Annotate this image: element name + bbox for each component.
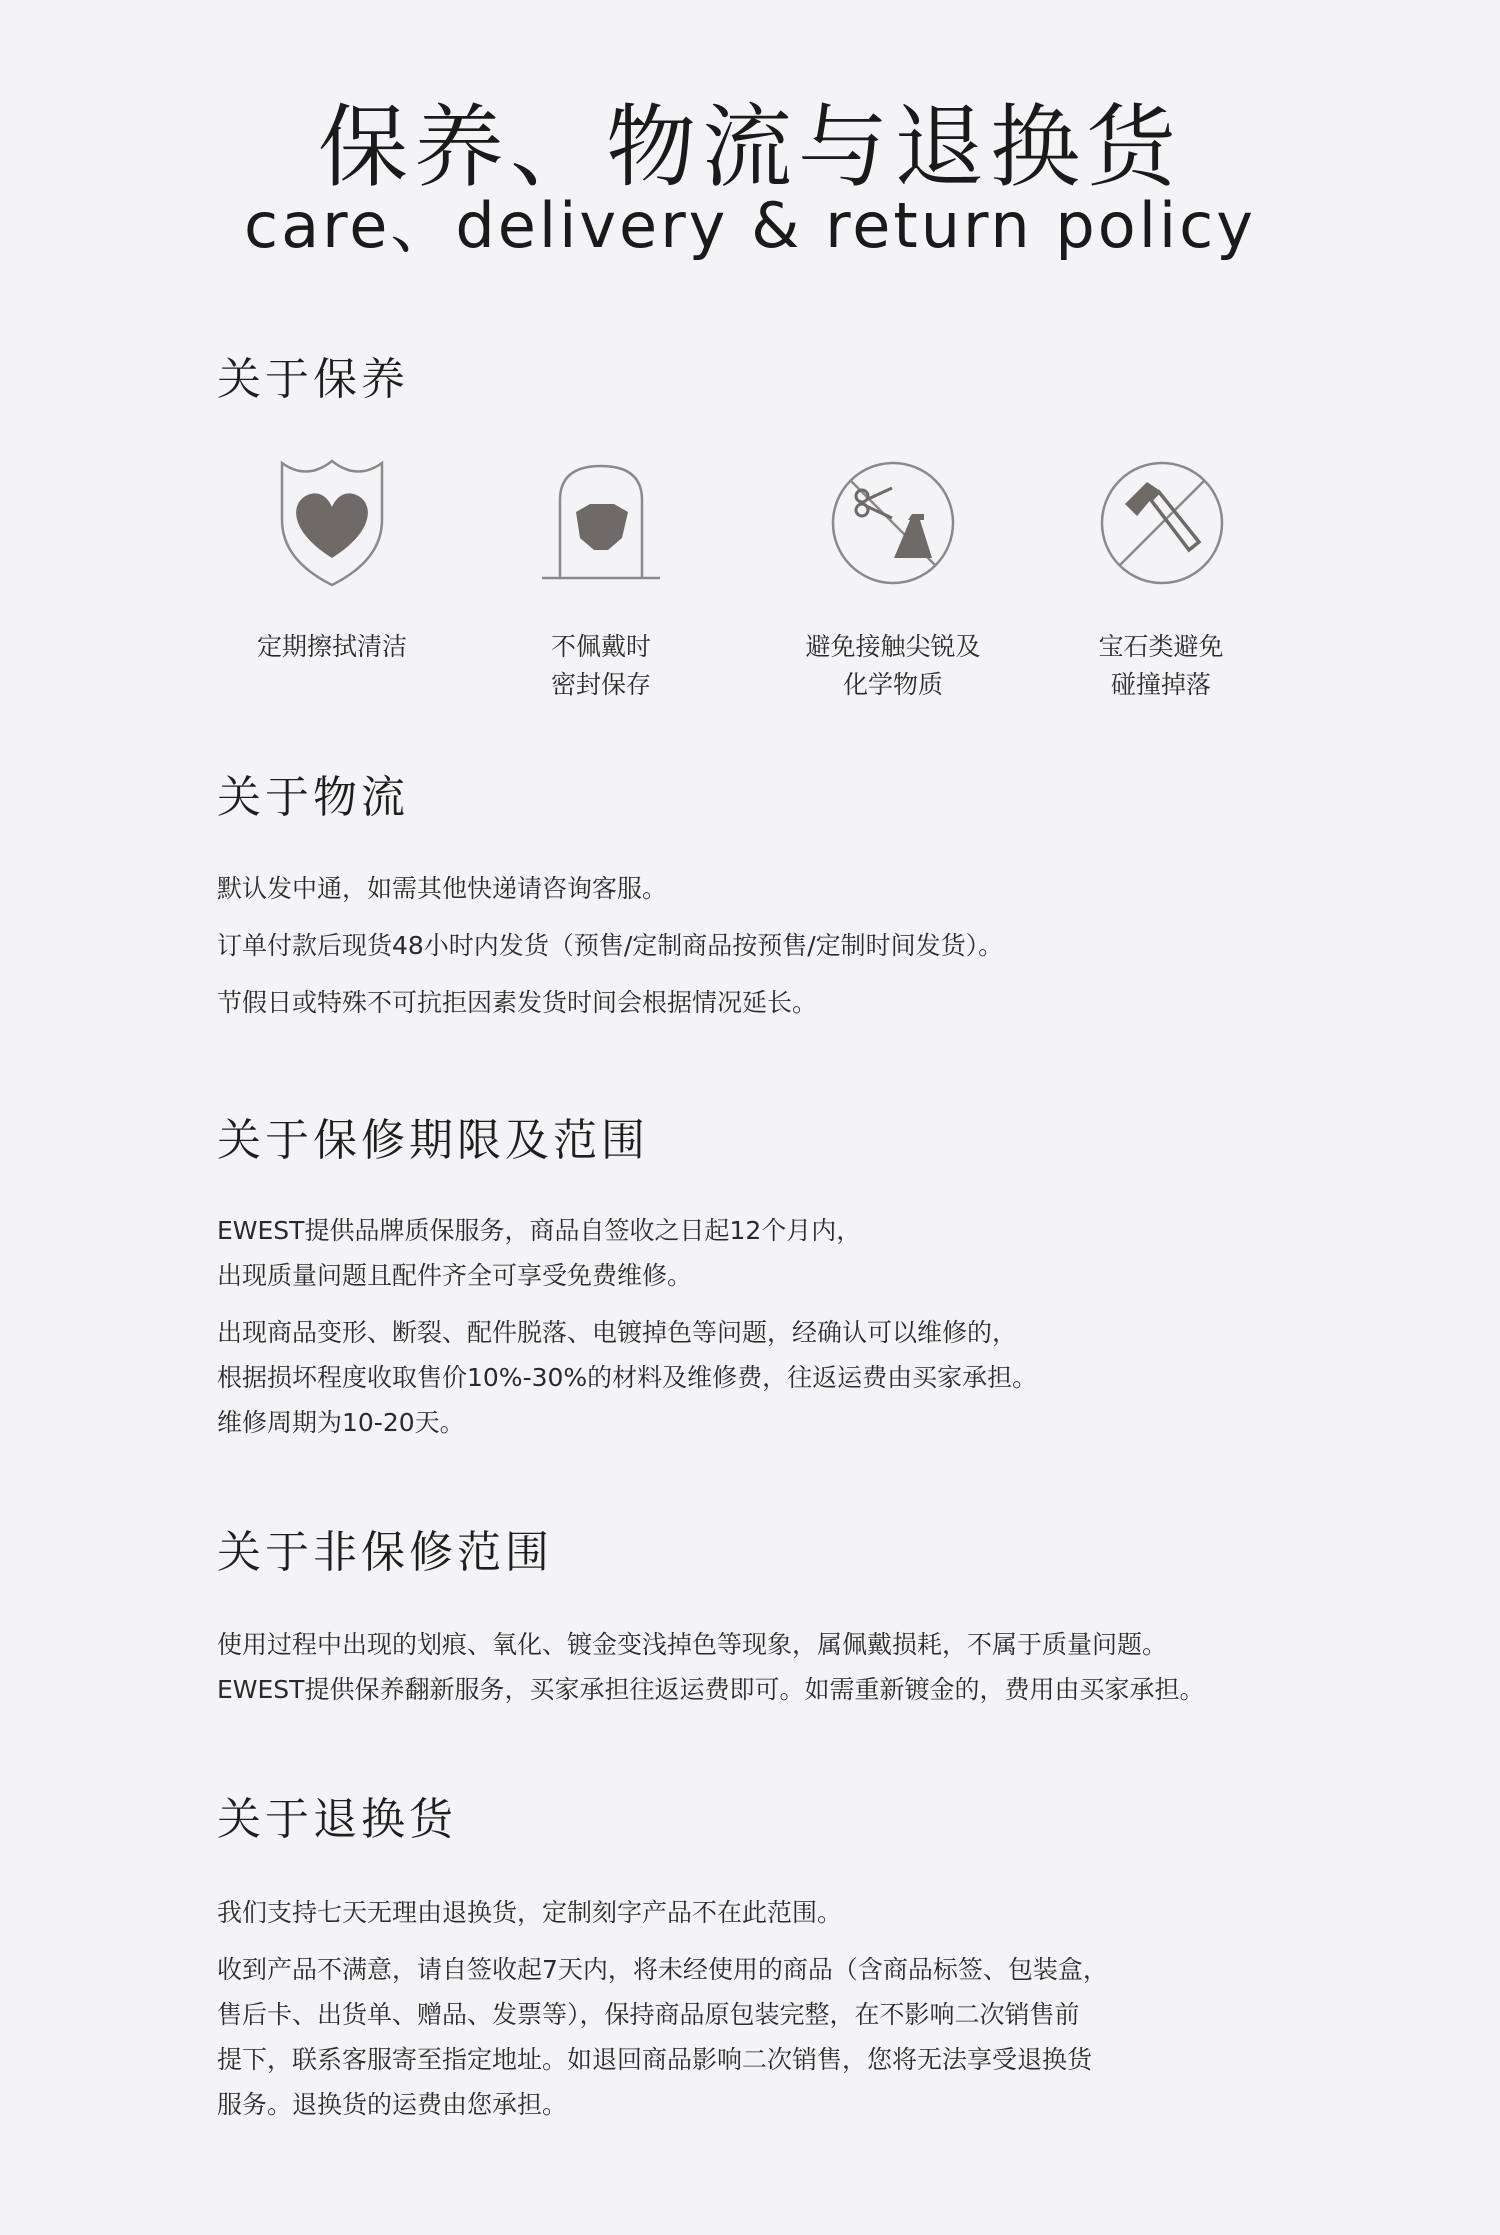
logistics-text bbox=[217, 866, 1003, 1025]
text-line: 出现商品变形、断裂、配件脱落、电镀掉色等问题，经确认可以维修的， bbox=[217, 1318, 1018, 1347]
warranty-text bbox=[217, 1208, 1037, 1445]
text-line: 根据损坏程度收取售价10%-30%的材料及维修费，往返运费由买家承担。 bbox=[217, 1363, 1038, 1392]
text-line: 节假日或特殊不可抗拒因素发货时间会根据情况延长。 bbox=[217, 988, 818, 1017]
care-item-label: 宝石类避免 碰撞掉落 bbox=[1098, 632, 1224, 699]
non-warranty-text bbox=[217, 1622, 1204, 1712]
text-line: 提下，联系客服寄至指定地址。如退回商品影响二次销售，您将无法享受退换货 bbox=[217, 2045, 1093, 2074]
care-heading: 关于保养 bbox=[217, 354, 409, 405]
shield-heart-icon bbox=[272, 455, 392, 590]
non-warranty-heading: 关于非保修范围 bbox=[217, 1527, 553, 1578]
text-line: EWEST提供品牌质保服务，商品自签收之日起12个月内， bbox=[217, 1216, 862, 1245]
text-line: 出现质量问题且配件齐全可享受免费维修。 bbox=[217, 1261, 693, 1290]
page-subtitle: care、delivery & return policy bbox=[244, 189, 1256, 262]
returns-text bbox=[217, 1890, 1108, 2127]
warranty-heading: 关于保修期限及范围 bbox=[217, 1115, 649, 1166]
text-line: 使用过程中出现的划痕、氧化、镀金变浅掉色等现象，属佩戴损耗，不属于质量问题。 bbox=[217, 1630, 1168, 1659]
returns-heading: 关于退换货 bbox=[217, 1794, 457, 1845]
text-line: 默认发中通，如需其他快递请咨询客服。 bbox=[217, 874, 668, 903]
text-line: 收到产品不满意，请自签收起7天内，将未经使用的商品（含商品标签、包装盒， bbox=[217, 1955, 1108, 1984]
text-line: 维修周期为10-20天。 bbox=[217, 1408, 465, 1437]
no-sharp-chemical-icon bbox=[828, 458, 958, 588]
text-line: EWEST提供保养翻新服务，买家承担往返运费即可。如需重新镀金的，费用由买家承担。 bbox=[217, 1675, 1205, 1704]
text-line: 售后卡、出货单、赠品、发票等），保持商品原包装完整，在不影响二次销售前 bbox=[217, 2000, 1080, 2029]
care-item-label: 定期擦拭清洁 bbox=[256, 632, 407, 661]
page-title: 保养、物流与退换货 bbox=[318, 95, 1182, 200]
bell-jar-icon bbox=[540, 462, 662, 582]
text-line: 我们支持七天无理由退换货，定制刻字产品不在此范围。 bbox=[217, 1898, 843, 1927]
no-hammer-icon bbox=[1097, 458, 1227, 588]
text-line: 服务。退换货的运费由您承担。 bbox=[217, 2090, 568, 2119]
text-line: 订单付款后现货48小时内发货（预售/定制商品按预售/定制时间发货）。 bbox=[217, 931, 1004, 960]
logistics-heading: 关于物流 bbox=[217, 772, 409, 823]
care-item-label: 避免接触尖锐及 化学物质 bbox=[805, 632, 981, 699]
care-item-label: 不佩戴时 密封保存 bbox=[550, 632, 651, 699]
